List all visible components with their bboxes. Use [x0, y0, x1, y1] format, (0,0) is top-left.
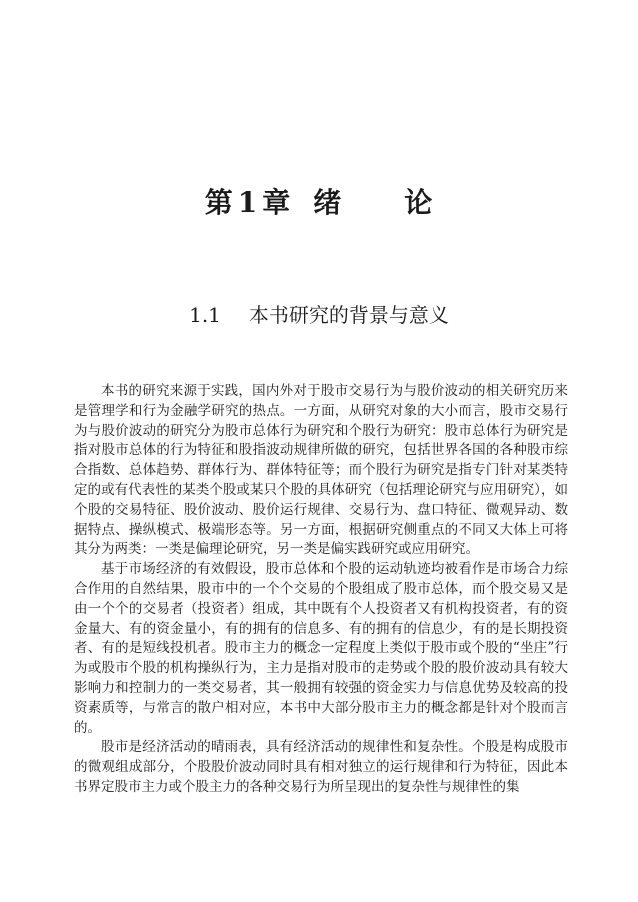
section-number: 1.1: [189, 303, 221, 327]
chapter-prefix: 第: [204, 186, 234, 219]
section-heading-text: 本书研究的背景与意义: [248, 303, 449, 327]
paragraph: 基于市场经济的有效假设，股市总体和个股的运动轨迹均被看作是市场合力综合作用的自然结果，股市中的一个个交易的个股组成了股市总体，而个股交易又是由一个个的交易者（投资者）组成，其中既有个人投资者又有机构投资者，有的资金量大、有的资金量小，有的拥有的信息多、有的拥有的信息少，有的是长期投资者、有的是短线投机者。股市主力的概念一定程度上类似于股市或个股的“坐庄”行为或股市个股的机构操纵行为，主力是指对股市的走势或个股的股价波动具有较大影响力和控制力的一类交易者，其一般拥有较强的资金实力与信息优势及较高的投资素质等，与常言的散户相对应，本书中大部分股市主力的概念都是针对个股而言的。: [74, 561, 568, 736]
paragraph: 股市是经济活动的晴雨表，具有经济活动的规律性和复杂性。个股是构成股市的微观组成部分，个股股价波动同时具有相对独立的运行规律和行为特征，因此本书界定股市主力或个股主力的各种交易行为所呈现出的复杂性与规律性的集: [74, 739, 568, 795]
paragraph: 本书的研究来源于实践，国内外对于股市交易行为与股价波动的相关研究历来是管理学和行为金融学研究的热点。一方面，从研究对象的大小而言，股市交易行为与股价波动的研究分为股市总体行为研究和个股行为研究：股市总体行为研究是指对股市总体的行为特征和股指波动规律所做的研究，包括世界各国的各种股市综合指数、总体趋势、群体行为、群体特征等；而个股行为研究是指专门针对某类特定的或有代表性的某类个股或某只个股的具体研究（包括理论研究与应用研究），如个股的交易特征、股价波动、股价运行规律、交易行为、盘口特征、微观异动、数据特点、操纵模式、极端形态等。另一方面，根据研究侧重点的不同又大体上可将其分为两类：一类是偏理论研究，另一类是偏实践研究或应用研究。: [74, 383, 568, 558]
chapter-word-2: 论: [404, 186, 434, 219]
chapter-number: 1: [237, 186, 259, 219]
chapter-title: [0, 183, 638, 223]
body-text: [74, 382, 568, 798]
chapter-suffix: 章: [262, 186, 292, 219]
chapter-word-1: 绪: [313, 186, 343, 219]
section-title: [0, 300, 638, 330]
